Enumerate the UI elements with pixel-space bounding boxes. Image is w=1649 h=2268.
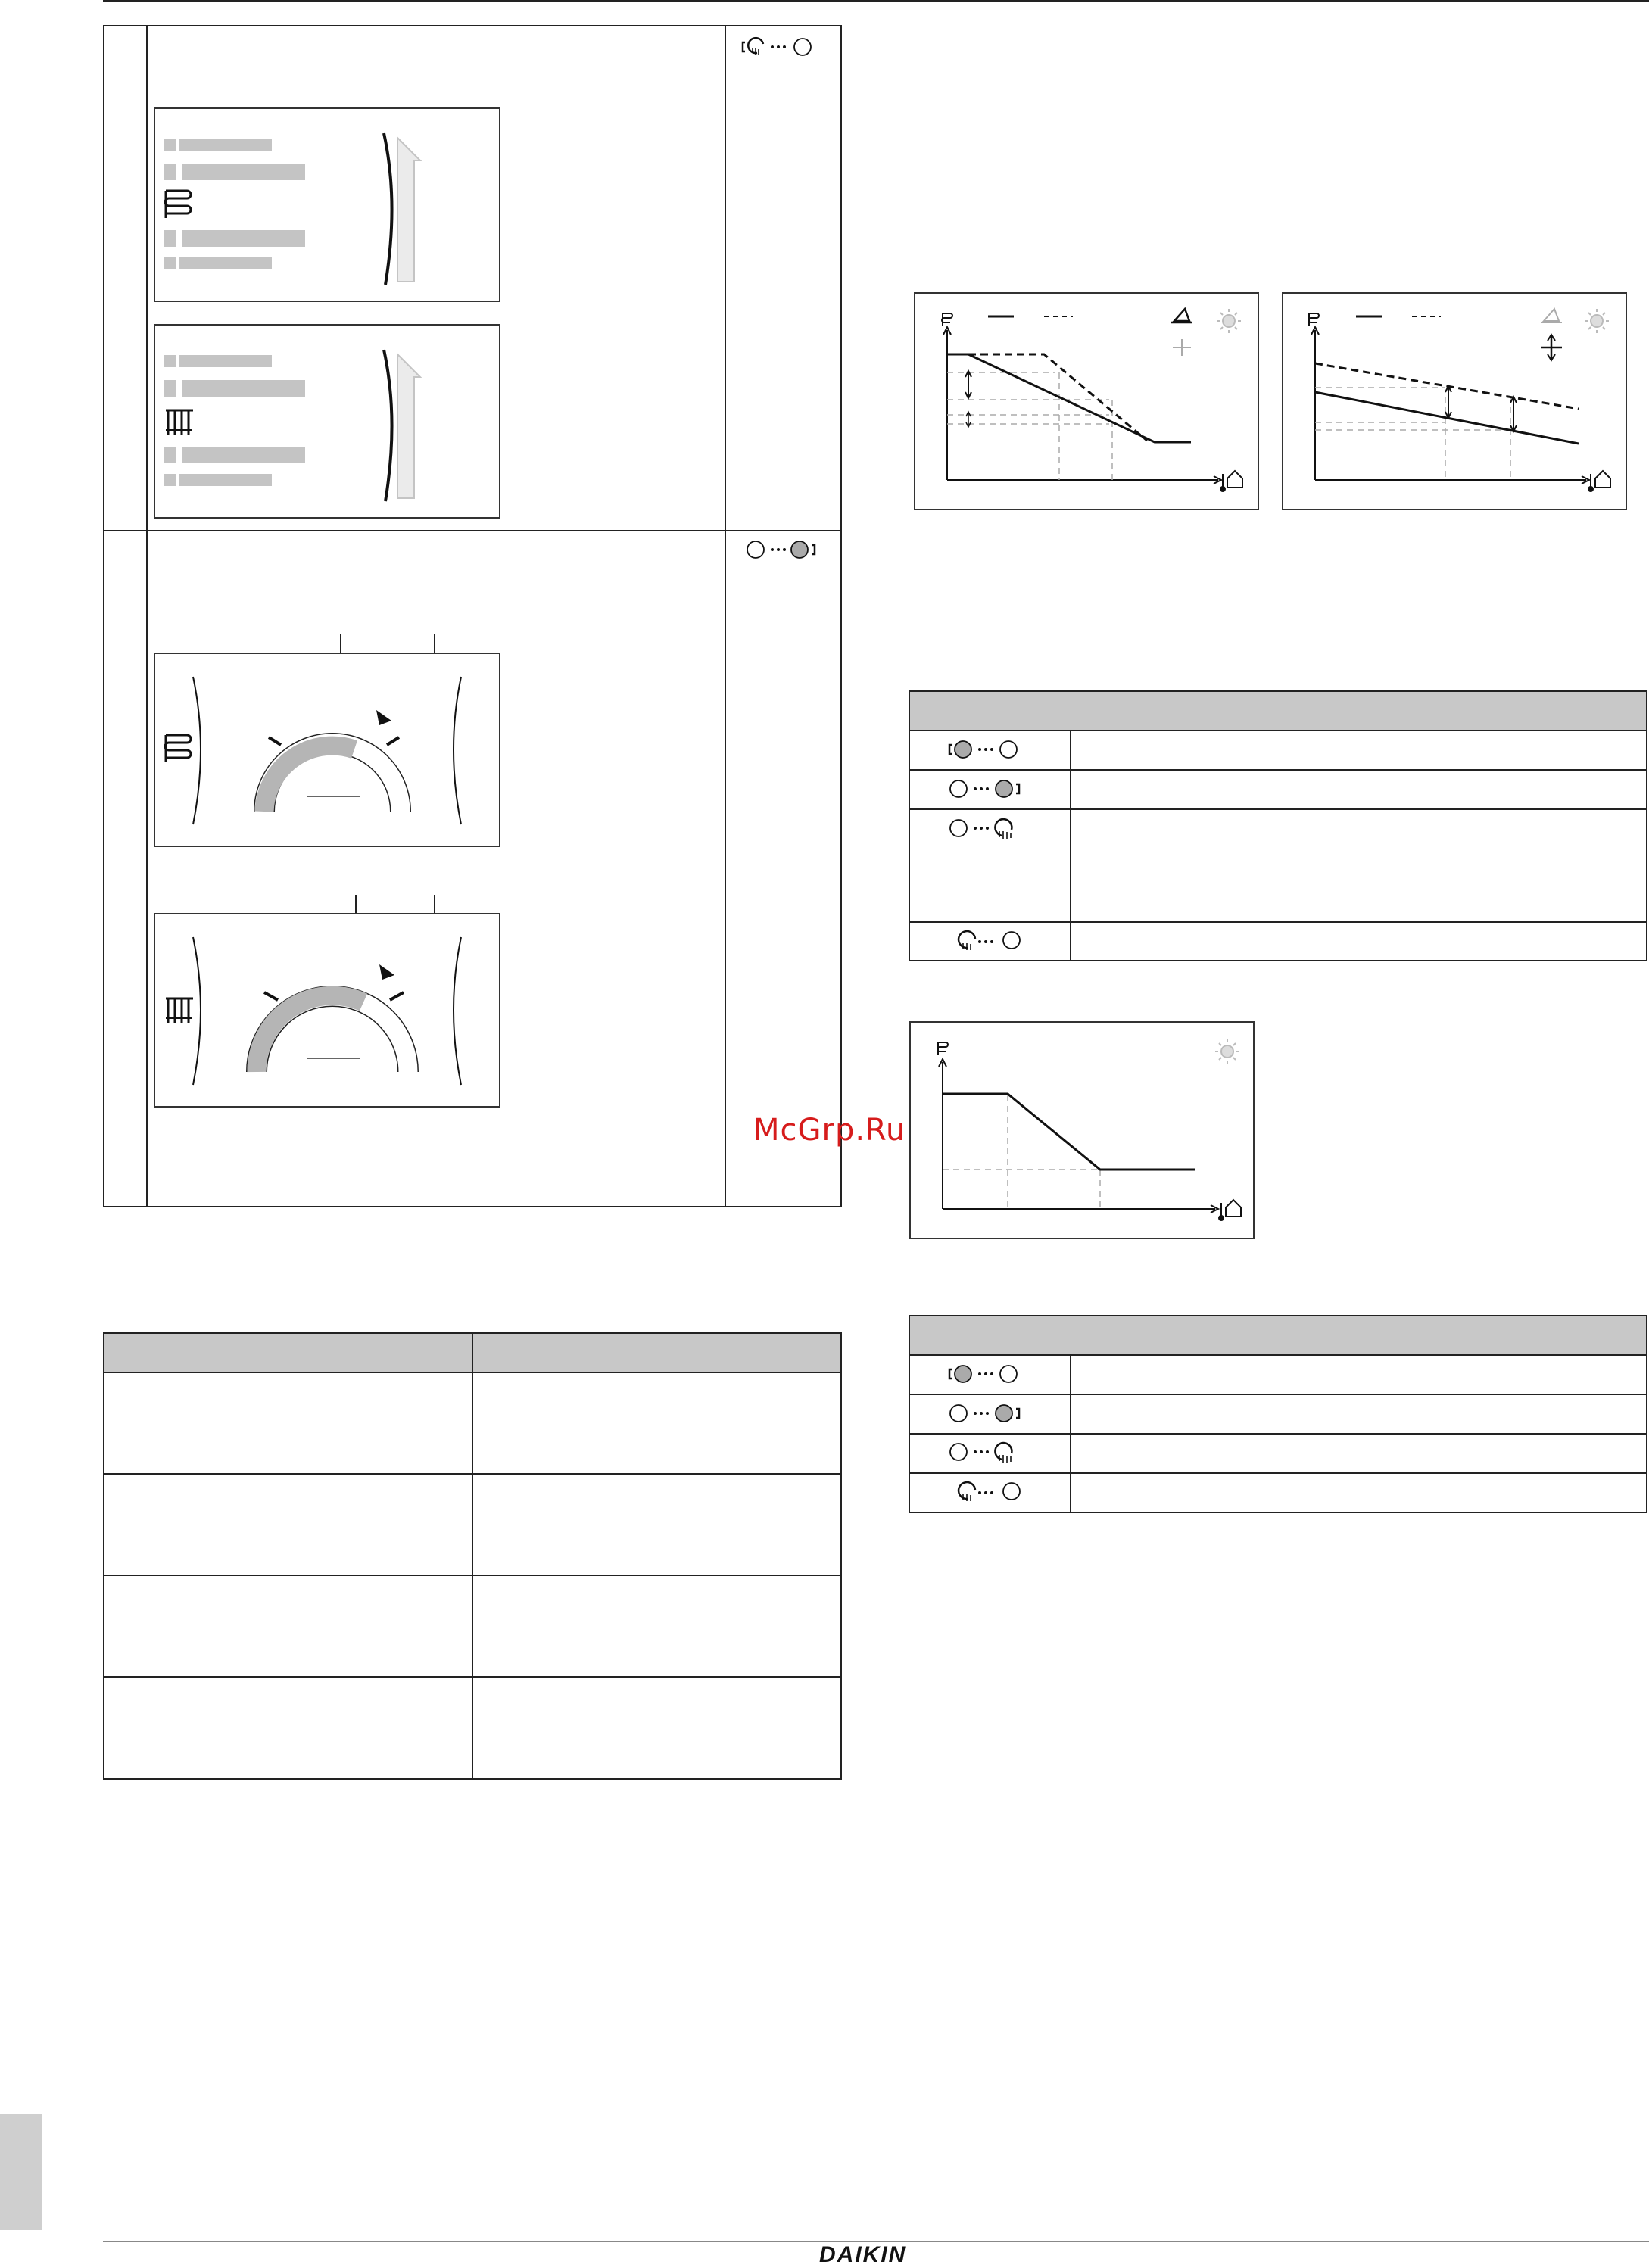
dial-rotate-press-icon bbox=[951, 930, 1027, 954]
underfloor-heating-icon bbox=[164, 189, 192, 220]
outdoor-temperature-icon bbox=[1220, 471, 1242, 491]
page-side-tab bbox=[0, 2114, 42, 2230]
right-dial-active-icon bbox=[948, 778, 1024, 799]
underfloor-heating-icon bbox=[164, 734, 192, 764]
screen-gauge-underfloor bbox=[154, 653, 500, 847]
screen-gauge-radiator bbox=[154, 913, 500, 1108]
sun-icon bbox=[1217, 309, 1241, 333]
graph-curve-slope bbox=[1282, 292, 1627, 510]
underfloor-heating-icon bbox=[1308, 313, 1319, 326]
footer-rule bbox=[103, 2241, 1649, 2242]
radiator-icon bbox=[164, 994, 195, 1024]
dial-press-icon bbox=[948, 1441, 1024, 1466]
dial-press-icon bbox=[948, 818, 1024, 842]
dial-right-active-icon bbox=[745, 539, 821, 560]
graph-heating-curve bbox=[909, 1021, 1255, 1239]
screen-underfloor-list bbox=[154, 107, 500, 302]
dial-rotate-press-icon bbox=[951, 1481, 1027, 1505]
left-dial-active-icon bbox=[946, 1363, 1022, 1385]
underfloor-heating-icon bbox=[942, 313, 952, 326]
screen-radiator-list bbox=[154, 324, 500, 519]
right-dial-active-icon bbox=[948, 1403, 1024, 1424]
scroll-indicator bbox=[382, 347, 435, 506]
radiator-icon bbox=[164, 406, 195, 436]
left-dial-active-icon bbox=[946, 739, 1022, 760]
brand-logo: DAIKIN bbox=[819, 2242, 907, 2267]
scroll-indicator bbox=[382, 130, 435, 289]
watermark: McGrp.Ru bbox=[753, 1113, 906, 1148]
top-rule bbox=[103, 0, 1649, 2]
dial-rotate-press-icon bbox=[740, 36, 816, 58]
graph-curve-shift bbox=[914, 292, 1259, 510]
